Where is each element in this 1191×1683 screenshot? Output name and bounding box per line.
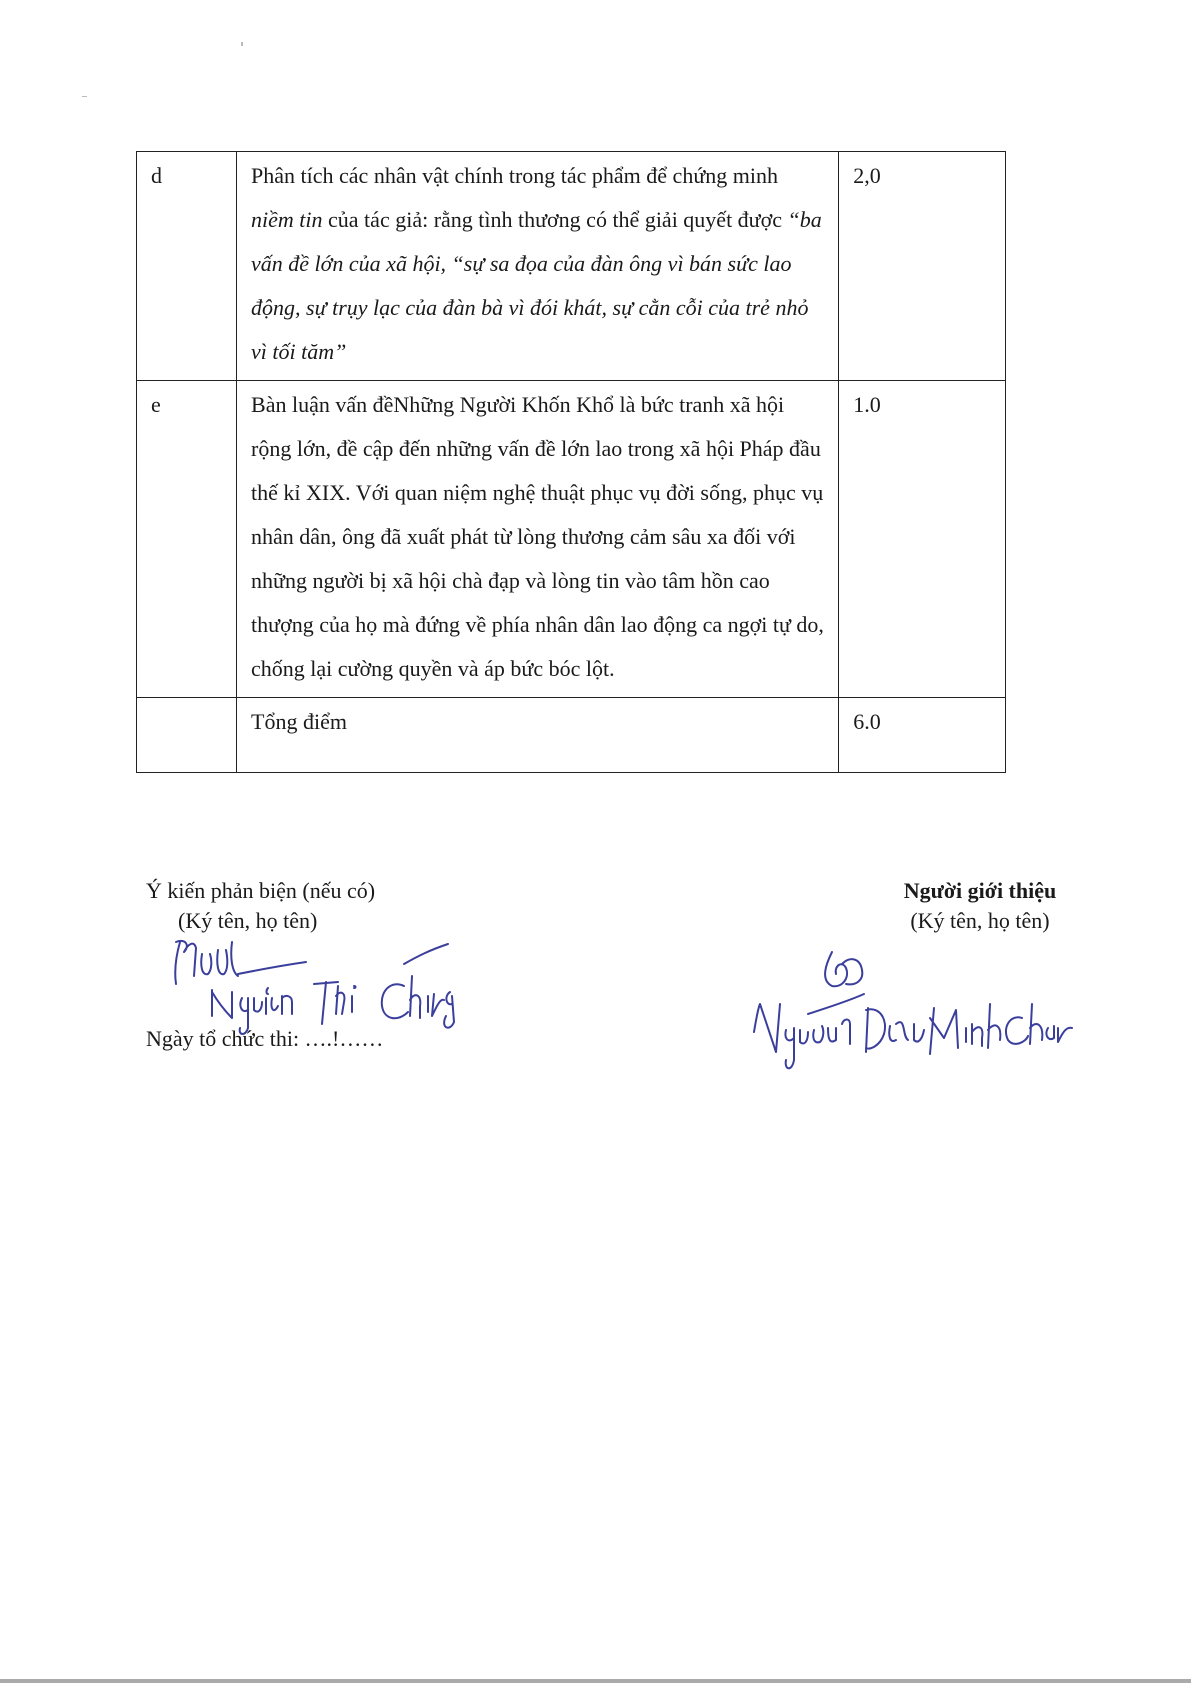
table-row <box>137 152 1006 381</box>
scan-mark <box>241 42 243 46</box>
content-italic-text: niềm tin <box>251 207 323 232</box>
content-italic-quote: “ba vấn đề lớn của xã hội, “sự sa đọa của đàn ông vì bán sức lao động, sự trụy lạc của đàn bà vì đói khát, sự cằn cỗi của trẻ nhỏ vì tối tăm” <box>251 207 822 364</box>
total-score: 6.0 <box>839 698 1006 773</box>
row-content <box>237 381 839 698</box>
total-row <box>137 698 1006 773</box>
reviewer-subheading: (Ký tên, họ tên) <box>178 908 318 933</box>
row-label: d <box>137 152 237 381</box>
reviewer-handwritten-signature <box>168 936 468 1046</box>
content-text: Phân tích các nhân vật chính trong tác phẩm để chứng minh <box>251 163 778 188</box>
presenter-heading: Người giới thiệu <box>903 878 1057 903</box>
total-label <box>137 698 237 773</box>
scan-mark <box>82 96 87 97</box>
row-score: 2,0 <box>839 152 1006 381</box>
row-label: e <box>137 381 237 698</box>
row-content <box>237 152 839 381</box>
presenter-signature-block <box>760 876 1160 936</box>
content-text: của tác giả: rằng tình thương có thể giải quyết được <box>322 207 788 232</box>
table-row <box>137 381 1006 698</box>
total-text: Tổng điểm <box>237 698 839 773</box>
exam-date-line: Ngày tổ chức thi: ….!…… <box>146 1026 384 1051</box>
row-score: 1.0 <box>839 381 1006 698</box>
presenter-subheading: (Ký tên, họ tên) <box>910 908 1050 933</box>
reviewer-heading: Ý kiến phản biện (nếu có) <box>146 878 376 903</box>
rubric-table <box>136 151 1006 773</box>
content-text: Bàn luận vấn đềNhững Người Khốn Khổ là bức tranh xã hội rộng lớn, đề cập đến những vấn đề lớn lao trong xã hội Pháp đầu thế kỉ XIX. Với quan niệm nghệ thuật phục vụ đời sống, phục vụ nhân dân, ông đã xuất phát từ lòng thương cảm sâu xa đối với những người bị xã hội chà đạp và lòng tin vào tâm hồn cao thượng của họ mà đứng về phía nhân dân lao động ca ngợi tự do, chống lại cường quyền và áp bức bóc lột. <box>251 392 824 681</box>
presenter-handwritten-signature <box>746 944 1076 1084</box>
reviewer-signature-block <box>146 876 626 936</box>
scan-edge <box>0 1679 1191 1683</box>
